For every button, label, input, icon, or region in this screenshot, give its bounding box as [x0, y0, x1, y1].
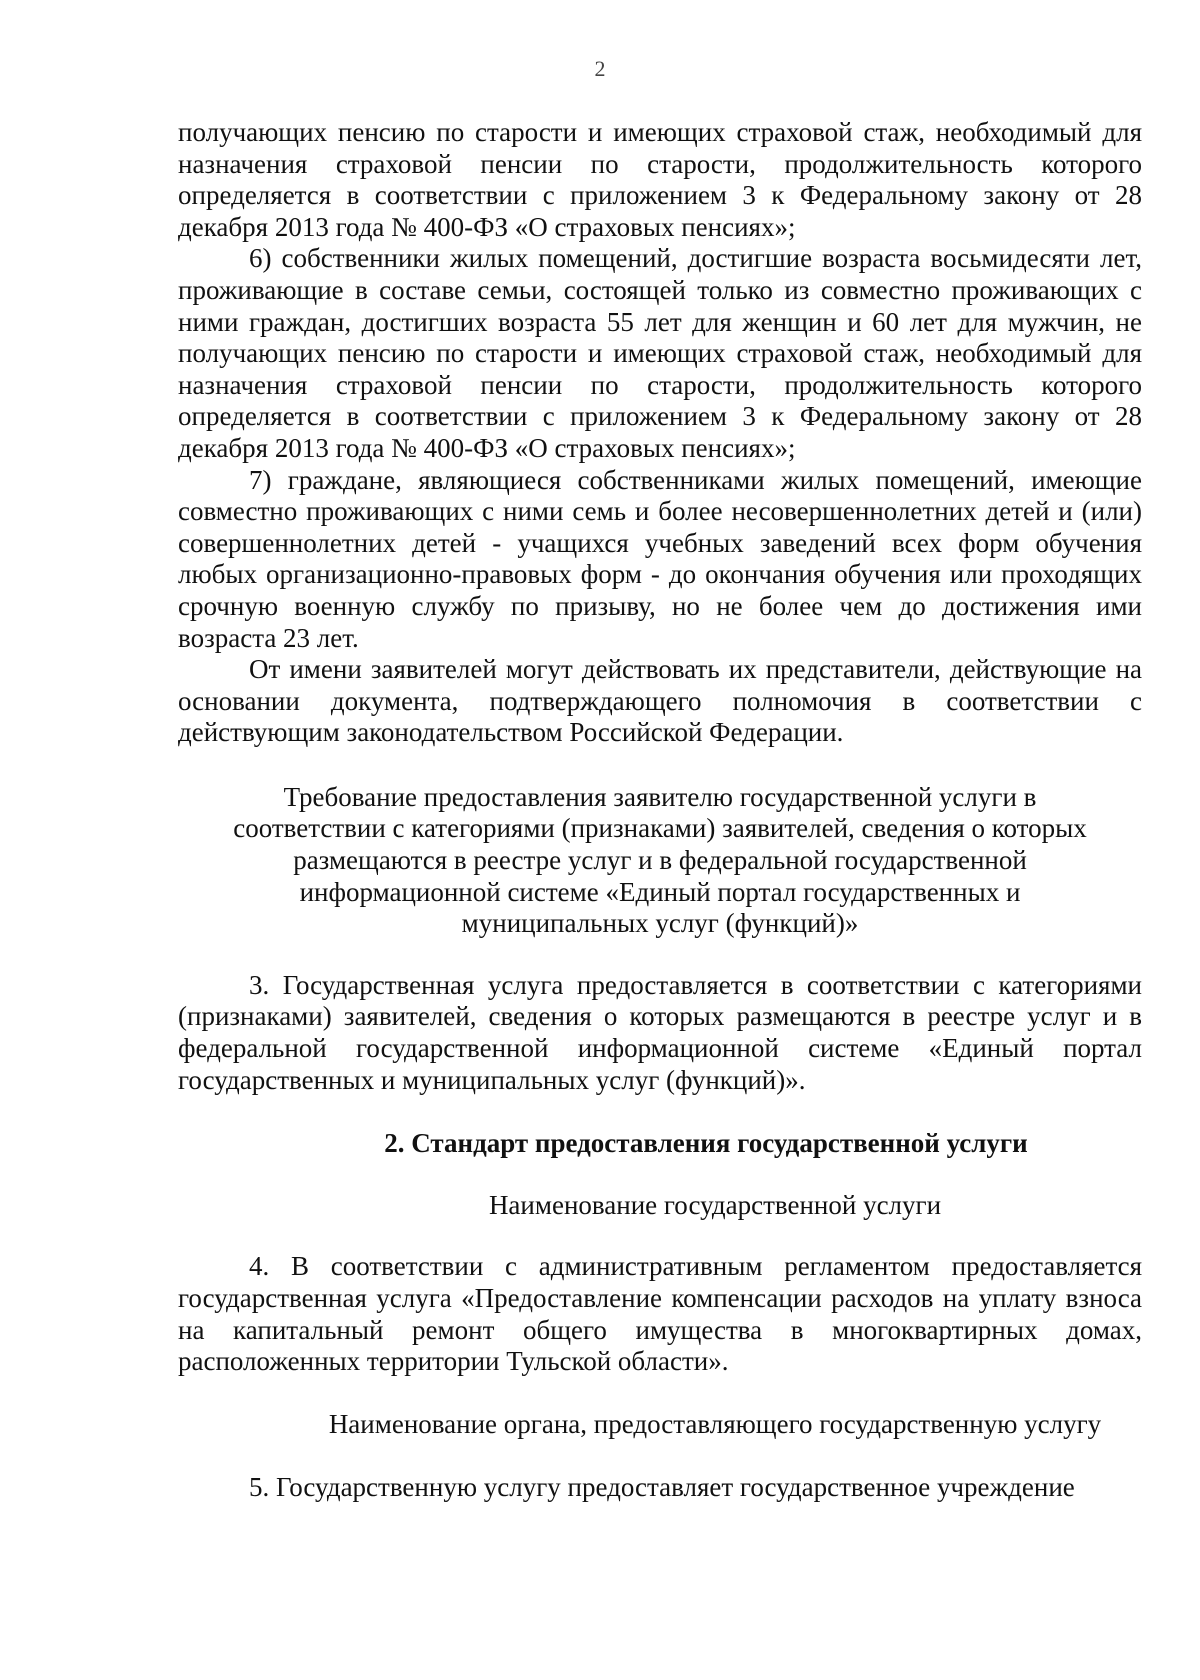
paragraph-representatives: От имени заявителей могут действовать их представители, действующие на основании документа, подтверждающего полномочия в соответствии с действующим законодательством Российской Федерации. [178, 654, 1142, 748]
spacer [178, 1160, 1142, 1190]
spacer [178, 1221, 1142, 1251]
spacer [178, 1378, 1142, 1409]
spacer [178, 940, 1142, 970]
section-heading-standard: 2. Стандарт предоставления государственной услуги [384, 1128, 1028, 1159]
paragraph-item-6: 6) собственники жилых помещений, достигшие возраста восьмидесяти лет, проживающие в составе семьи, состоящей только из совместно проживающих с ними граждан, достигших возраста 55 лет для женщин и 60 лет для мужчин, не получающих пенсию по старости и имеющих страховой стаж, необходимый для назначения страховой пенсии по старости, продолжительность которого определяется в соответствии с приложением 3 к Федеральному закону от 28 декабря 2013 года № 400-ФЗ «О страховых пенсиях»; [178, 243, 1142, 463]
page-number: 2 [594, 56, 606, 81]
spacer [178, 1096, 1142, 1128]
spacer [178, 749, 1142, 782]
subheading-authority-name: Наименование органа, предоставляющего государственную услугу [328, 1408, 1102, 1439]
paragraph-4: 4. В соответствии с административным регламентом предоставляется государственная услуга «Предоставление компенсации расходов на уплату взноса на капитальный ремонт общего имущества в многоквартирных домах, расположенных территории Тульской области». [178, 1251, 1142, 1377]
paragraph-3: 3. Государственная услуга предоставляется в соответствии с категориями (признаками) заявителей, сведения о которых размещаются в реестре услуг и в федеральной государственной информационной системе «Единый портал государственных и муниципальных услуг (функций)». [178, 969, 1142, 1095]
paragraph-continuation: получающих пенсию по старости и имеющих страховой стаж, необходимый для назначения страховой пенсии по старости, продолжительность которого определяется в соответствии с приложением 3 к Федеральному закону от 28 декабря 2013 года № 400-ФЗ «О страховых пенсиях»; [178, 117, 1142, 242]
paragraph-item-7: 7) граждане, являющиеся собственниками жилых помещений, имеющие совместно проживающих с ними семь и более несовершеннолетних детей и (или) совершеннолетних детей - учащихся учебных заведений всех форм обучения любых организационно-правовых форм - до окончания обучения или проходящих срочную военную службу по призыву, но не более чем до достижения ими возраста 23 лет. [178, 464, 1142, 653]
paragraph-5: 5. Государственную услугу предоставляет государственное учреждение [249, 1472, 1075, 1503]
section-heading-requirement: Требование предоставления заявителю государственной услуги в соответствии с категориями (признаками) заявителей, сведения о которых размещаются в реестре услуг и в федеральной государственной информационной системе «Единый портал государственных и муниципальных услуг (функций)» [233, 781, 1087, 939]
spacer [178, 1440, 1142, 1472]
subheading-service-name: Наименование государственной услуги [488, 1189, 942, 1220]
document-body [178, 117, 1142, 1504]
